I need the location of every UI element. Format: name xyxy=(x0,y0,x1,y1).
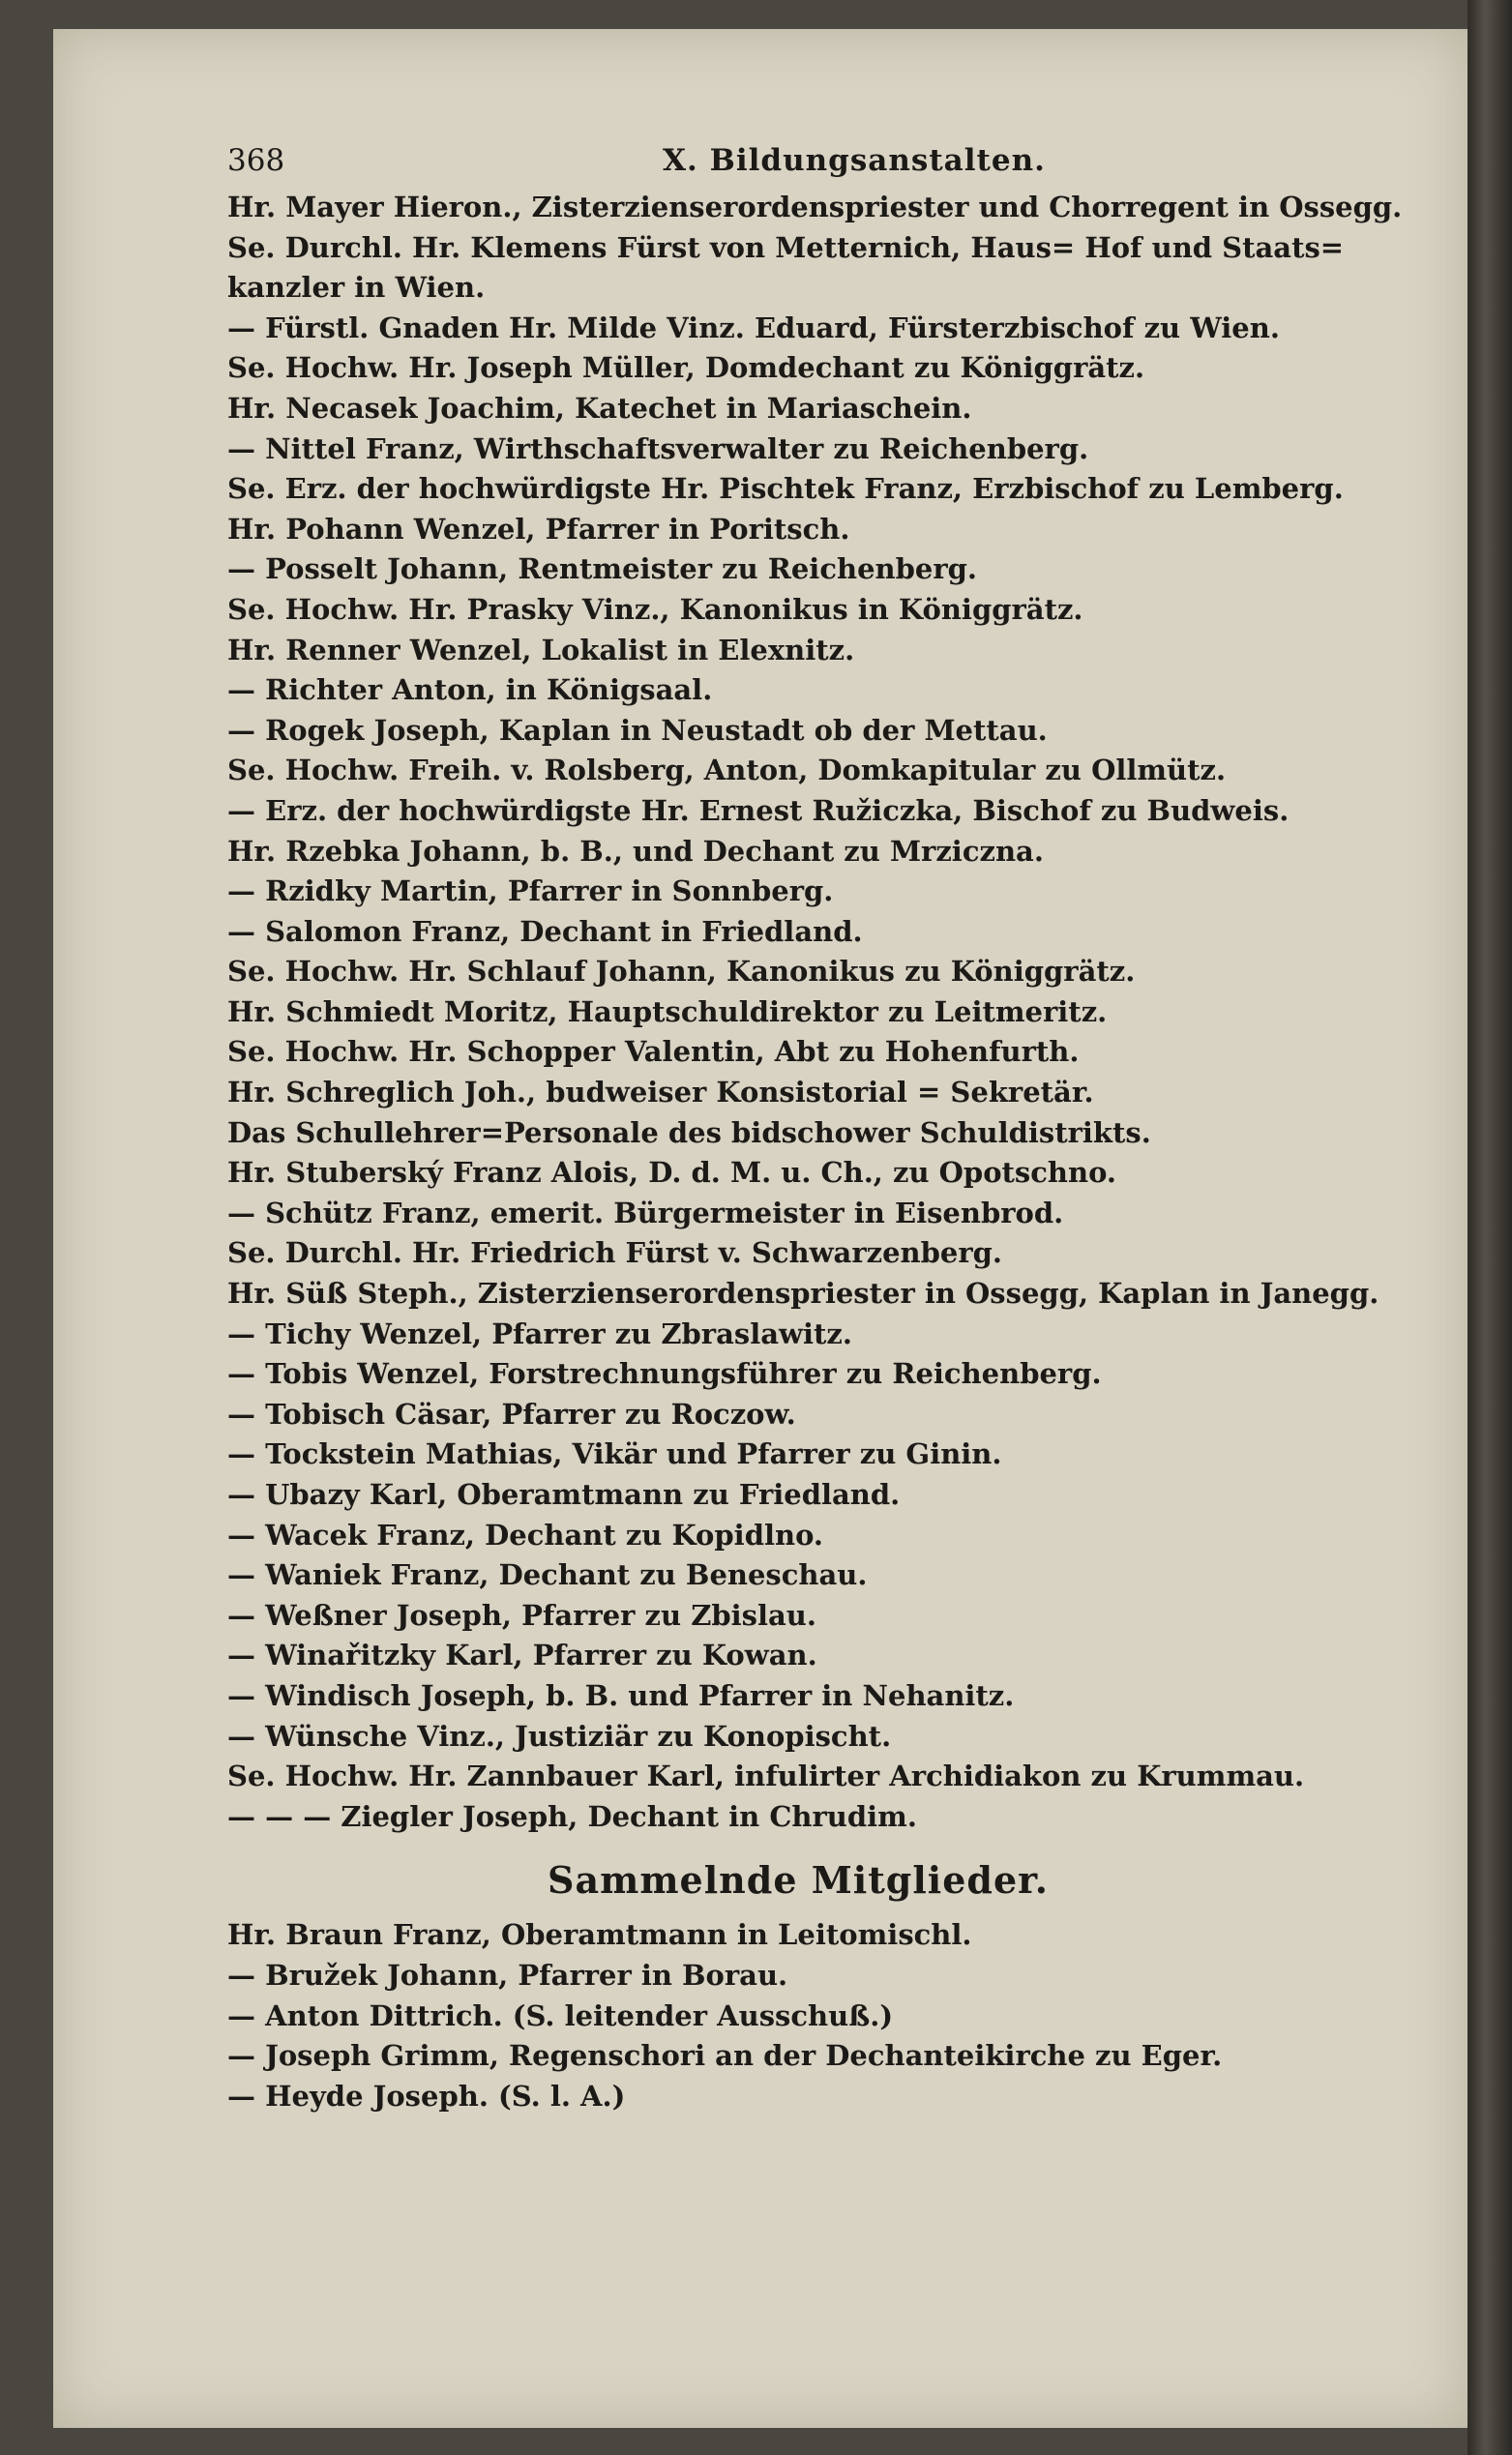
list-entry: — Weßner Joseph, Pfarrer zu Zbislau. xyxy=(227,1598,816,1632)
chapter-title: X. Bildungsanstalten. xyxy=(663,143,1046,178)
member-list xyxy=(227,188,1403,1837)
list-entry: — Erz. der hochwürdigste Hr. Ernest Ružiczka, Bischof zu Budweis. xyxy=(227,793,1290,827)
list-entry: Hr. Pohann Wenzel, Pfarrer in Poritsch. xyxy=(227,512,850,546)
list-entry: — Winařitzky Karl, Pfarrer zu Kowan. xyxy=(227,1639,817,1672)
list-entry: — Wünsche Vinz., Justiziär zu Konopischt. xyxy=(227,1719,892,1753)
list-entry: — Posselt Johann, Rentmeister zu Reichenberg. xyxy=(227,552,977,586)
list-entry: — Nittel Franz, Wirthschaftsverwalter zu Reichenberg. xyxy=(227,431,1089,465)
page-number: 368 xyxy=(227,143,285,178)
section-heading: Sammelnde Mitglieder. xyxy=(548,1858,1049,1903)
list-entry: — Tobisch Cäsar, Pfarrer zu Roczow. xyxy=(227,1397,796,1431)
list-entry: — Windisch Joseph, b. B. und Pfarrer in Nehanitz. xyxy=(227,1678,1015,1712)
list-entry: — Rogek Joseph, Kaplan in Neustadt ob der Mettau. xyxy=(227,713,1048,747)
list-entry: Se. Hochw. Freih. v. Rolsberg, Anton, Domkapitular zu Ollmütz. xyxy=(227,754,1227,787)
list-entry: — Wacek Franz, Dechant zu Kopidlno. xyxy=(227,1518,823,1552)
list-entry: Hr. Necasek Joachim, Katechet in Mariaschein. xyxy=(227,391,972,425)
list-entry: Hr. Stuberský Franz Alois, D. d. M. u. Ch., zu Opotschno. xyxy=(227,1156,1117,1190)
book-edge xyxy=(1468,0,1512,2455)
list-entry: Hr. Braun Franz, Oberamtmann in Leitomischl. xyxy=(227,1918,972,1952)
list-entry: Se. Hochw. Hr. Schlauf Johann, Kanonikus zu Königgrätz. xyxy=(227,955,1136,989)
list-entry: Hr. Süß Steph., Zisterzienserordenspriester in Ossegg, Kaplan in Janegg. xyxy=(227,1277,1379,1311)
list-entry: kanzler in Wien. xyxy=(227,271,486,305)
list-entry: — Joseph Grimm, Regenschori an der Dechanteikirche zu Eger. xyxy=(227,2039,1223,2073)
running-header xyxy=(227,143,1388,184)
list-entry: — Fürstl. Gnaden Hr. Milde Vinz. Eduard, Fürsterzbischof zu Wien. xyxy=(227,311,1280,344)
list-entry: Se. Hochw. Hr. Joseph Müller, Domdechant zu Königgrätz. xyxy=(227,351,1145,385)
list-entry: — Rzidky Martin, Pfarrer in Sonnberg. xyxy=(227,874,834,908)
list-entry: — Anton Dittrich. (S. leitender Ausschuß.) xyxy=(227,1998,894,2032)
list-entry: Das Schullehrer=Personale des bidschower Schuldistrikts. xyxy=(227,1115,1151,1149)
list-entry: Se. Erz. der hochwürdigste Hr. Pischtek Franz, Erzbischof zu Lemberg. xyxy=(227,472,1344,506)
list-entry: Hr. Schmiedt Moritz, Hauptschuldirektor zu Leitmeritz. xyxy=(227,994,1108,1028)
list-entry: Se. Hochw. Hr. Zannbauer Karl, infulirter Archidiakon zu Krummau. xyxy=(227,1760,1305,1793)
list-entry: — — — Ziegler Joseph, Dechant in Chrudim. xyxy=(227,1799,917,1833)
list-entry: — Salomon Franz, Dechant in Friedland. xyxy=(227,914,863,948)
list-entry: — Ubazy Karl, Oberamtmann zu Friedland. xyxy=(227,1478,901,1511)
list-entry: Hr. Schreglich Joh., budweiser Konsistorial = Sekretär. xyxy=(227,1076,1094,1109)
collecting-members-list xyxy=(227,1915,1388,2116)
list-entry: Hr. Mayer Hieron., Zisterzienserordenspriester und Chorregent in Ossegg. xyxy=(227,191,1403,223)
list-entry: — Tichy Wenzel, Pfarrer zu Zbraslawitz. xyxy=(227,1316,852,1350)
list-entry: Se. Hochw. Hr. Prasky Vinz., Kanonikus in Königgrätz. xyxy=(227,592,1083,626)
list-entry: — Schütz Franz, emerit. Bürgermeister in Eisenbrod. xyxy=(227,1196,1064,1229)
list-entry: — Heyde Joseph. (S. l. A.) xyxy=(227,2079,626,2113)
list-entry: Se. Durchl. Hr. Friedrich Fürst v. Schwarzenberg. xyxy=(227,1236,1002,1270)
list-entry: — Tobis Wenzel, Forstrechnungsführer zu Reichenberg. xyxy=(227,1357,1102,1391)
list-entry: — Waniek Franz, Dechant zu Beneschau. xyxy=(227,1558,868,1592)
list-entry: Se. Durchl. Hr. Klemens Fürst von Metternich, Haus= Hof und Staats= xyxy=(227,230,1345,264)
list-entry: Hr. Renner Wenzel, Lokalist in Elexnitz. xyxy=(227,633,855,666)
list-entry: Se. Hochw. Hr. Schopper Valentin, Abt zu Hohenfurth. xyxy=(227,1035,1080,1069)
page-content xyxy=(227,143,1403,2116)
list-entry: — Bružek Johann, Pfarrer in Borau. xyxy=(227,1958,788,1992)
list-entry: Hr. Rzebka Johann, b. B., und Dechant zu Mrziczna. xyxy=(227,834,1044,868)
list-entry: — Tockstein Mathias, Vikär und Pfarrer zu Ginin. xyxy=(227,1437,1002,1471)
list-entry: — Richter Anton, in Königsaal. xyxy=(227,673,713,707)
